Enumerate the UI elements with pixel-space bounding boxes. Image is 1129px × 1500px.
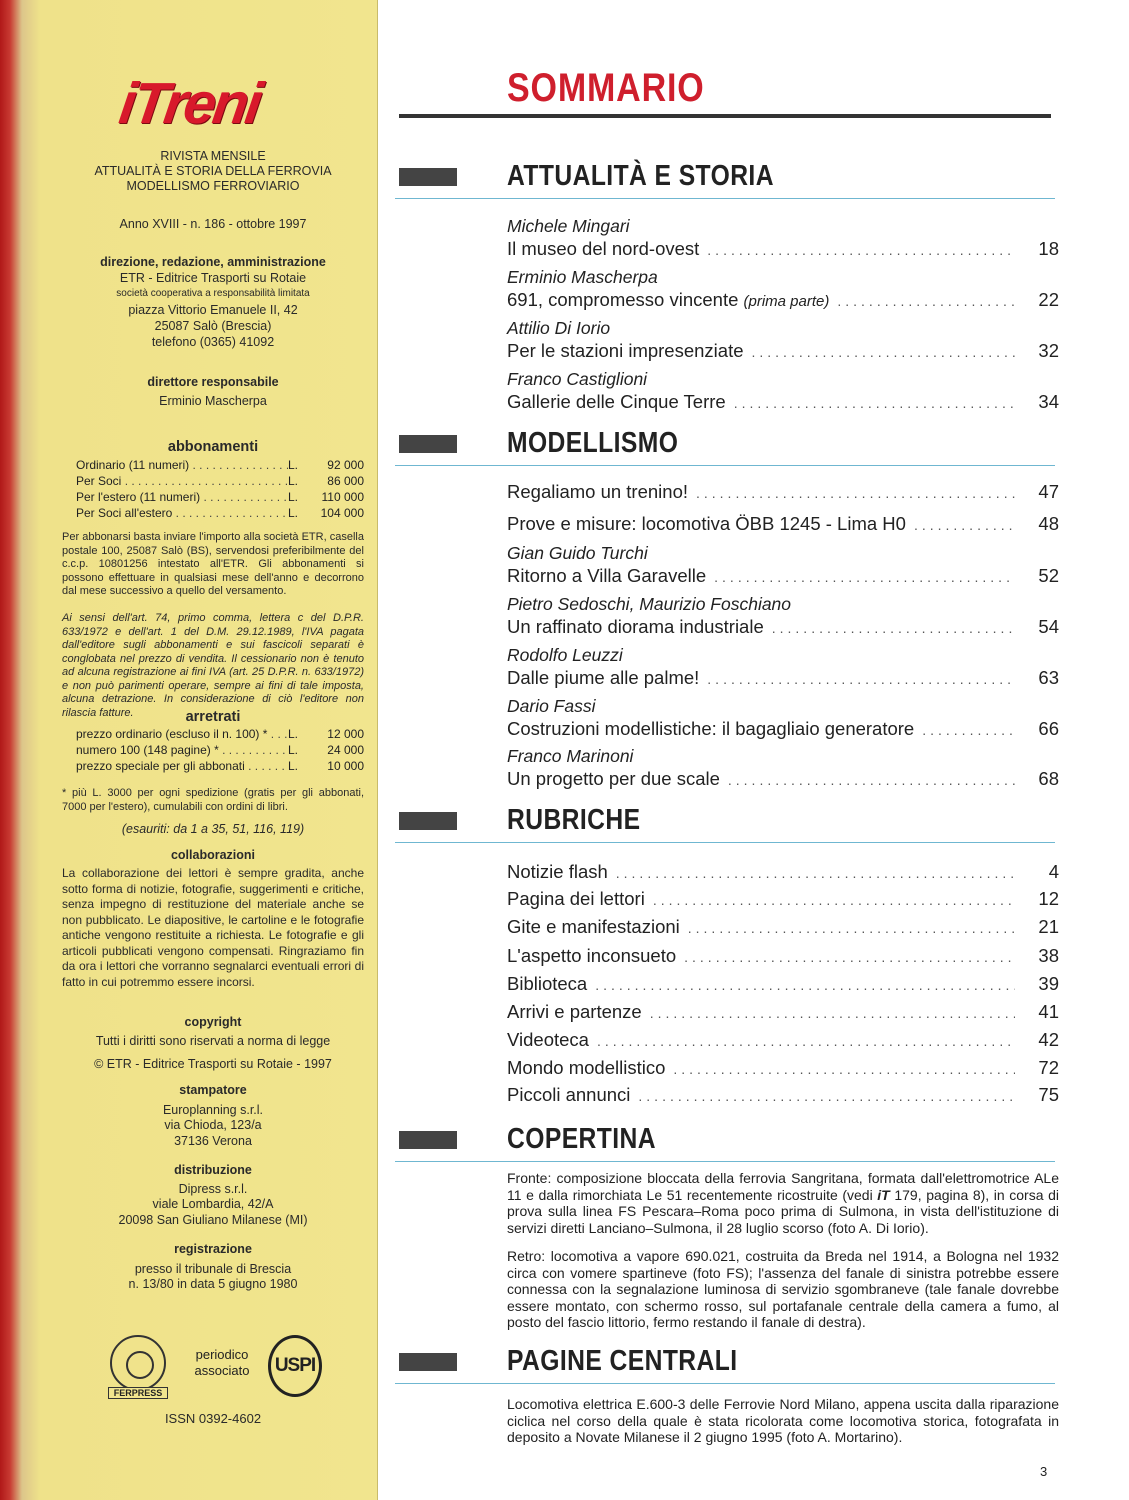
section-bar	[399, 435, 457, 453]
toc-entry: Gian Guido Turchi Ritorno a Villa Garavelle ..... 52	[507, 543, 1059, 589]
director-name: Erminio Mascherpa	[159, 394, 267, 408]
table-of-contents: SOMMARIO ATTUALITÀ E STORIA Michele Mingari Il museo del nord-ovest ..... 18 Erminio Mascherpa 691, compromesso vincente (prima parte) ..... 22 Attilio Di Iorio Per le stazioni impresenziate ..... 32 Franco Castiglioni Gallerie delle Cinque Terre ..... 34 MODELLISMO Regaliamo un trenino! ..... 47 Prove e misure: locomotiva ÖBB 1245 - Lima H0 ..... 48 Gian Guido Turchi Ritorno a Villa Garavelle ..... 52 Pietro Sedoschi, Maurizio Foschiano Un raffinato diorama industriale ..... 54 Rodolfo Leuzzi Dalle piume alle palme! ..... 63 Dario Fassi Costruzioni modellistiche: il bagagliaio generatore ..... 66 Franco Marinoni Un progetto per due scale ..... 68 RUBRICHE Notizie flash ..... 4 Pagina dei lettori ..... 12 Gite e manifestazioni ..... 21 L'aspetto inconsueto ..... 38 Biblioteca ..... 39 Arrivi e partenze ..... 41 Videoteca ..... 42 Mondo modellistico ..... 72 Piccoli annunci ..... 75 COPERTINA Fronte: composizione bloccata della ferrovia Sangritana, formata dall'elettromotrice ALe 11 e dalla rimorchiata Le 51 recentemente ricostruite (vedi iT 179, pagina 8), in corsa di prova sulla linea FS Pescara–Roma poco prima di Sulmona, in vista dell'istituzione di servizi diretti Lanciano–Sulmona, il 28 luglio scorso (foto A. Di Iorio). Retro: locomotiva a vapore 690.021, costruita da Breda nel 1914, a Bologna nel 1932 circa con vomere spartineve (foto FS); l'assenza del fanale di sinistra potrebbe essere connessa con la segnalazione luminosa di servizio sgombraneve (tale fanale dovrebbe essere montato, con schermo rosso, sul portafanale centrale della camera a fumo, al posto del fascio littorio, fermo restando il fanale di destra). PAGINE CENTRALI Locomotiva elettrica E.600-3 delle Ferrovie Nord Milano, appena uscita dalla riparazione ciclica nel corso della quale è stata ricolorata come locomotiva storica, fotografata in deposito a Novate Milanese il 2 giugno 1995 (foto A. Mortarino). 3	[395, 0, 1129, 1500]
toc-entry: Gite e manifestazioni ..... 21	[507, 915, 1059, 940]
sold-out-note: (esauriti: da 1 a 35, 51, 116, 119)	[121, 822, 305, 836]
subscription-note: Per abbonarsi basta inviare l'importo alla società ETR, casella postale 100, 25087 Salò (BS), servendosi preferibilmente del c.c.p. 10801256 intestato all'ETR. Gli abbonamenti si possono effettuare in qualsiasi mese dell'anno e decorrono dal mese successivo a quello del versamento.	[62, 531, 364, 597]
page-number: 3	[1040, 1464, 1048, 1479]
toc-entry: Regaliamo un trenino! ..... 47	[507, 480, 1059, 505]
toc-entry: Prove e misure: locomotiva ÖBB 1245 - Lima H0 ..... 48	[507, 512, 1059, 537]
subscription-row: Per Soci . . . L. 86 000	[76, 473, 364, 489]
back-issue-row: prezzo ordinario (escluso il n. 100) * . . . L. 12 000	[76, 726, 364, 742]
toc-entry: Piccoli annunci ..... 75	[507, 1083, 1059, 1108]
copyright-heading: copyright	[184, 1015, 242, 1029]
back-issues-heading: arretrati	[185, 709, 241, 725]
toc-title: SOMMARIO	[507, 66, 705, 110]
toc-entry: Pietro Sedoschi, Maurizio Foschiano Un raffinato diorama industriale ..... 54	[507, 594, 1059, 640]
back-issues-note: * più L. 3000 per ogni spedizione (gratis per gli abbonati, 7000 per l'estero), cumulabili con ordini di libri.	[62, 787, 364, 813]
copyright-line: Tutti i diritti sono riservati a norma di legge	[95, 1034, 331, 1048]
printer-heading: stampatore	[179, 1083, 247, 1097]
collaboration-text: La collaborazione dei lettori è sempre gradita, anche sotto forma di notizie, fotografie, suggerimenti e critiche, senza impegno di restituzione del materiale anche se non pubblicato. Le diapositive, le cartoline e le fotografie antiche vengono restituite a richiesta. Le fotografie e gli articoli pubblicati vengono compensati. Ringraziamo fin da ora i lettori che vorranno segnalarci eventuali errori di fatto in cui potremmo essere incorsi.	[62, 866, 364, 989]
toc-entry: Biblioteca ..... 39	[507, 972, 1059, 997]
distribution-line: viale Lombardia, 42/A	[152, 1197, 274, 1211]
issue-info: Anno XVIII - n. 186 - ottobre 1997	[119, 217, 307, 231]
toc-entry: Mondo modellistico ..... 72	[507, 1056, 1059, 1081]
center-pages-caption: Locomotiva elettrica E.600-3 delle Ferrovie Nord Milano, appena uscita dalla riparazione ciclica nel corso della quale è stata ricolorata come locomotiva storica, fotografata in deposito a Novate Milanese il 2 giugno 1995 (foto A. Mortarino).	[507, 1396, 1059, 1445]
distribution-heading: distribuzione	[174, 1163, 252, 1177]
subscription-row: Ordinario (11 numeri) . . . L. 92 000	[76, 457, 364, 473]
registration-heading: registrazione	[174, 1242, 252, 1256]
management-line: piazza Vittorio Emanuele II, 42	[128, 303, 298, 317]
toc-entry: Franco Marinoni Un progetto per due scale ..... 68	[507, 746, 1059, 792]
subscription-row: Per l'estero (11 numeri) . . . L. 110 000	[76, 489, 364, 505]
management-line: ETR - Editrice Trasporti su Rotaie	[119, 271, 307, 285]
distribution-line: Dipress s.r.l.	[178, 1182, 248, 1196]
ferpress-logo	[110, 1335, 166, 1391]
cover-back-caption: Retro: locomotiva a vapore 690.021, costruita da Breda nel 1914, a Bologna nel 1932 circa con vomere spartineve (foto FS); l'assenza del fanale di sinistra potrebbe essere connessa con la segnalazione luminosa di servizio sgombraneve (tale fanale dovrebbe essere montato, con schermo rosso, sul portafanale centrale della camera a fumo, al posto del fascio littorio, fermo restando il fanale di destra).	[507, 1248, 1059, 1330]
section-bar	[399, 812, 457, 830]
association-logos	[110, 1335, 330, 1405]
toc-entry: Erminio Mascherpa 691, compromesso vincente (prima parte) ..... 22	[507, 267, 1059, 314]
vat-note: Ai sensi dell'art. 74, primo comma, lettera c del D.P.R. 633/1972 e dell'art. 1 del D.M. 29.12.1989, l'IVA pagata dall'editore sugli abbonamenti e sui fascicoli separati è conglobata nel prezzo di vendita. Il cessionario non è tenuto ad alcuna registrazione ai fini IVA (art. 25 D.P.R. n. 633/1972) e non può parimenti operare, sempre ai fini di tale imposta, alcuna detrazione. In considerazione di ciò l'editore non rilascia fatture.	[62, 612, 364, 719]
colophon-column	[0, 0, 378, 1500]
title-rule	[399, 114, 1051, 118]
registration-line: presso il tribunale di Brescia	[134, 1262, 292, 1276]
subscription-row: Per Soci all'estero . . . L. 104 000	[76, 505, 364, 521]
toc-entry: Attilio Di Iorio Per le stazioni impresenziate ..... 32	[507, 318, 1059, 364]
back-issue-row: prezzo speciale per gli abbonati . . . L. 10 000	[76, 758, 364, 774]
section-bar	[399, 1131, 457, 1149]
toc-entry: Rodolfo Leuzzi Dalle piume alle palme! ..... 63	[507, 645, 1059, 691]
registration-line: n. 13/80 in data 5 giugno 1980	[128, 1277, 298, 1291]
copyright-line: © ETR - Editrice Trasporti su Rotaie - 1997	[94, 1057, 332, 1071]
cover-front-caption: Fronte: composizione bloccata della ferrovia Sangritana, formata dall'elettromotrice ALe 11 e dalla rimorchiata Le 51 recentemente ricostruite (vedi iT 179, pagina 8), in corsa di prova sulla linea FS Pescara–Roma poco prima di Sulmona, in vista dell'istituzione di servizi diretti Lanciano–Sulmona, il 28 luglio scorso (foto A. Di Iorio).	[507, 1170, 1059, 1236]
periodico-associato: periodico associato	[194, 1347, 250, 1378]
management-line: società cooperativa a responsabilità limitata	[116, 288, 310, 299]
tagline-2: ATTUALITÀ E STORIA DELLA FERROVIA	[94, 164, 332, 178]
tagline-3: MODELLISMO FERROVIARIO	[126, 179, 300, 193]
management-line: telefono (0365) 41092	[151, 335, 275, 349]
printer-line: 37136 Verona	[174, 1134, 252, 1148]
back-issue-row: numero 100 (148 pagine) * . . . L. 24 000	[76, 742, 364, 758]
printer-line: via Chioda, 123/a	[164, 1118, 262, 1132]
uspi-logo: USPI	[268, 1335, 322, 1397]
toc-entry: Dario Fassi Costruzioni modellistiche: il bagagliaio generatore ..... 66	[507, 696, 1059, 742]
toc-entry: L'aspetto inconsueto ..... 38	[507, 944, 1059, 969]
printer-line: Europlanning s.r.l.	[162, 1103, 264, 1117]
section-bar	[399, 168, 457, 186]
management-line: 25087 Salò (Brescia)	[154, 319, 272, 333]
tagline-1: RIVISTA MENSILE	[160, 149, 266, 163]
collaboration-heading: collaborazioni	[170, 848, 256, 862]
issn: ISSN 0392-4602	[164, 1411, 262, 1426]
ferpress-label: FERPRESS	[108, 1387, 168, 1399]
itreni-logo: iTreni	[115, 71, 264, 136]
section-bar	[399, 1353, 457, 1371]
director-heading: direttore responsabile	[147, 375, 279, 389]
subscriptions-heading: abbonamenti	[167, 439, 259, 455]
toc-entry: Michele Mingari Il museo del nord-ovest ..... 18	[507, 216, 1059, 262]
toc-entry: Notizie flash ..... 4	[507, 860, 1059, 885]
toc-entry: Videoteca ..... 42	[507, 1028, 1059, 1053]
management-heading: direzione, redazione, amministrazione	[100, 255, 326, 269]
toc-entry: Pagina dei lettori ..... 12	[507, 887, 1059, 912]
toc-entry: Franco Castiglioni Gallerie delle Cinque Terre ..... 34	[507, 369, 1059, 415]
toc-entry: Arrivi e partenze ..... 41	[507, 1000, 1059, 1025]
distribution-line: 20098 San Giuliano Milanese (MI)	[118, 1213, 308, 1227]
